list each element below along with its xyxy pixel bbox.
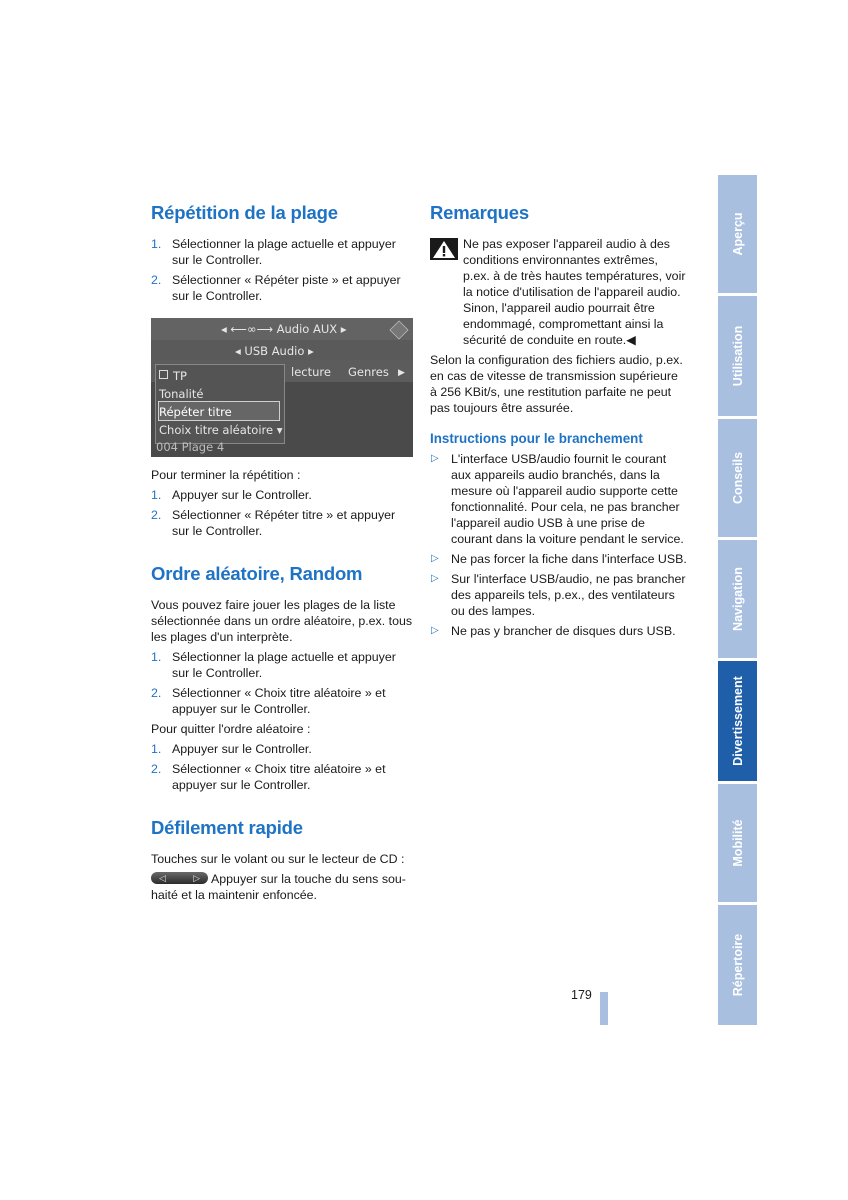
list-item: ▷ Ne pas forcer la fiche dans l'interface USB.: [431, 552, 687, 566]
list-item: 2. Sélectionner « Choix titre aléatoire » et appuyer sur le Controller.: [151, 686, 386, 716]
triangle-bullet-icon: ▷: [431, 453, 439, 464]
subsection-title-branchement: Instructions pour le branchement: [430, 431, 643, 446]
branchement-bullets: [430, 451, 688, 639]
tab-navigation[interactable]: Navigation: [718, 540, 757, 658]
tab-utilisation[interactable]: Utilisation: [718, 296, 757, 416]
screen-tab-genres: Genres: [348, 365, 389, 379]
tab-apercu[interactable]: Aperçu: [718, 175, 757, 293]
list-item: ▷ L'interface USB/audio fournit le courant aux appareils audio branchés, dans la mesure où l'appareil audio supporte cette fonctionnalité. Pour cela, ne pas brancher l'appareil audio USB à une prise de courant dans la voiture pendant le service.: [431, 452, 684, 546]
random-quit-intro: Pour quitter l'ordre aléatoire :: [151, 722, 311, 736]
list-item: 2. Sélectionner « Répéter piste » et appuyer sur le Controller.: [151, 273, 401, 303]
random-quit-steps: [151, 741, 413, 793]
section-title-remarques: Remarques: [430, 202, 529, 223]
steering-wheel-button-icon: ◁ ▷: [151, 872, 208, 884]
repetition-steps: [151, 236, 413, 304]
section-title-repetition: Répétition de la plage: [151, 202, 338, 223]
list-item: 2. Sélectionner « Répéter titre » et appuyer sur le Controller.: [151, 508, 396, 538]
list-item: 1. Sélectionner la plage actuelle et appuyer sur le Controller.: [151, 650, 396, 680]
menu-item-repeter-titre: Répéter titre: [159, 405, 232, 419]
repetition-end-intro: Pour terminer la répétition :: [151, 468, 301, 482]
triangle-bullet-icon: ▷: [431, 573, 439, 584]
page-number: 179: [571, 988, 592, 1002]
menu-item-tp: TP: [159, 368, 187, 384]
list-item: 1. Appuyer sur le Controller.: [151, 742, 312, 756]
screen-footer-track: 004 Plage 4: [156, 440, 225, 454]
checkbox-icon: [159, 370, 168, 379]
tab-divertissement[interactable]: Divertissement: [718, 661, 757, 781]
random-intro: Vous pouvez faire jouer les plages de la liste sélectionnée dans un ordre aléatoire, p.ex. tous les plages d'un interprète.: [151, 598, 413, 644]
menu-item-tonalite: Tonalité: [159, 387, 204, 401]
warning-note: [430, 236, 688, 348]
section-title-random: Ordre aléatoire, Random: [151, 563, 363, 584]
config-note: Selon la configuration des fichiers audio, p.ex. en cas de vitesse de transmission supérieure à 256 KBit/s, une restitution parfaite ne peut pas toujours être assurée.: [430, 353, 683, 415]
tab-repertoire[interactable]: Répertoire: [718, 905, 757, 1025]
warning-text: Ne pas exposer l'appareil audio à des conditions environnantes extrêmes, p.ex. à de très hautes températures, voir la notice d'utilisation de l'appareil audio. Sinon, l'appareil audio pourrait être endommagé, compromettant ainsi la sécurité de conduite en route.◀: [463, 237, 686, 347]
screen-tab-lecture: lecture: [291, 365, 331, 379]
screen-row-usb-audio: ◂ USB Audio ▸: [235, 344, 314, 358]
repetition-end-steps: [151, 487, 413, 539]
menu-item-choix-aleatoire: Choix titre aléatoire ▾: [159, 423, 283, 437]
random-steps: [151, 649, 413, 717]
left-column: [151, 202, 413, 907]
list-item: 2. Sélectionner « Choix titre aléatoire » et appuyer sur le Controller.: [151, 762, 386, 792]
list-item: 1. Sélectionner la plage actuelle et appuyer sur le Controller.: [151, 237, 396, 267]
list-item: 1. Appuyer sur le Controller.: [151, 488, 312, 502]
screen-row-audio-aux: ◂ ⟵∞⟶ Audio AUX ▸: [221, 322, 347, 336]
screen-menu: [155, 364, 285, 444]
page-marker: [600, 992, 608, 1025]
fast-scroll-text: ◁ ▷ Appuyer sur la touche du sens sou- haité et la maintenir enfoncée.: [151, 872, 406, 902]
triangle-bullet-icon: ▷: [431, 625, 439, 636]
tab-mobilite[interactable]: Mobilité: [718, 784, 757, 902]
tab-conseils[interactable]: Conseils: [718, 419, 757, 537]
right-column: [430, 202, 688, 643]
idrive-screen-image: [151, 318, 413, 457]
fast-scroll-intro: Touches sur le volant ou sur le lecteur de CD :: [151, 852, 405, 866]
warning-icon: [430, 238, 458, 260]
section-title-fast-scroll: Défilement rapide: [151, 817, 303, 838]
triangle-bullet-icon: ▷: [431, 553, 439, 564]
list-item: ▷ Ne pas y brancher de disques durs USB.: [431, 624, 676, 638]
screen-arrow-icon: ▶: [398, 368, 405, 378]
list-item: ▷ Sur l'interface USB/audio, ne pas brancher des appareils tels, p.ex., des ventilateurs ou des lampes.: [431, 572, 686, 618]
